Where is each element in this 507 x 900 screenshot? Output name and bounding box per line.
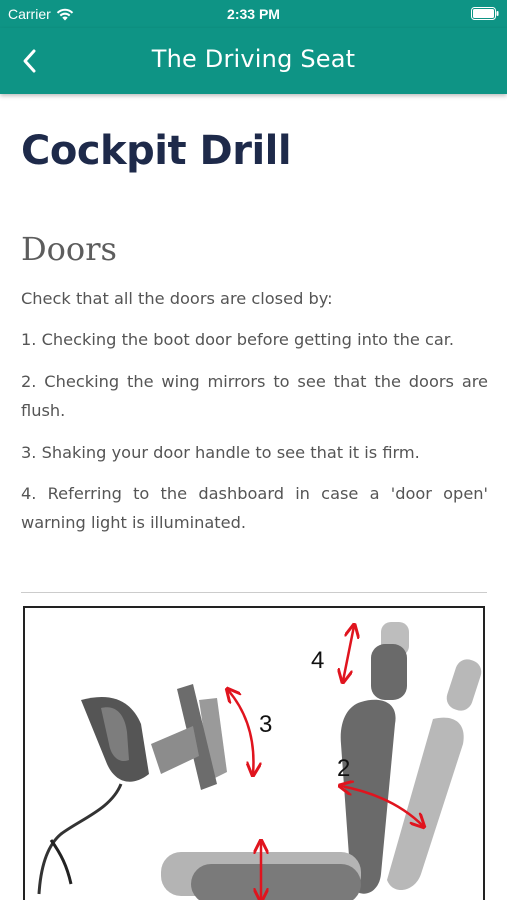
page-title: Cockpit Drill [21, 128, 292, 174]
list-item: 3. Shaking your door handle to see that it is firm. [21, 443, 420, 462]
battery-icon [471, 7, 499, 20]
list-item: 4. Referring to the dashboard in case a 'door open' warning light is illuminated. [21, 484, 488, 532]
status-time: 2:33 PM [227, 6, 280, 22]
figure-label: 4 [311, 647, 325, 674]
content-scroll-area[interactable] [0, 94, 507, 900]
nav-bar [0, 28, 507, 94]
carrier-label: Carrier [8, 6, 51, 22]
status-bar [0, 0, 507, 28]
intro-text: Check that all the doors are closed by: [21, 289, 333, 308]
divider [21, 592, 487, 593]
list-item: 2. Checking the wing mirrors to see that the doors are flush. [21, 372, 488, 420]
figure-label: 3 [259, 711, 273, 738]
list-item: 1. Checking the boot door before getting into the car. [21, 330, 455, 349]
figure-label: 2 [337, 755, 351, 782]
seat-adjustment-illustration [21, 604, 487, 900]
section-heading-doors: Doors [21, 230, 117, 268]
nav-title: The Driving Seat [151, 45, 356, 73]
